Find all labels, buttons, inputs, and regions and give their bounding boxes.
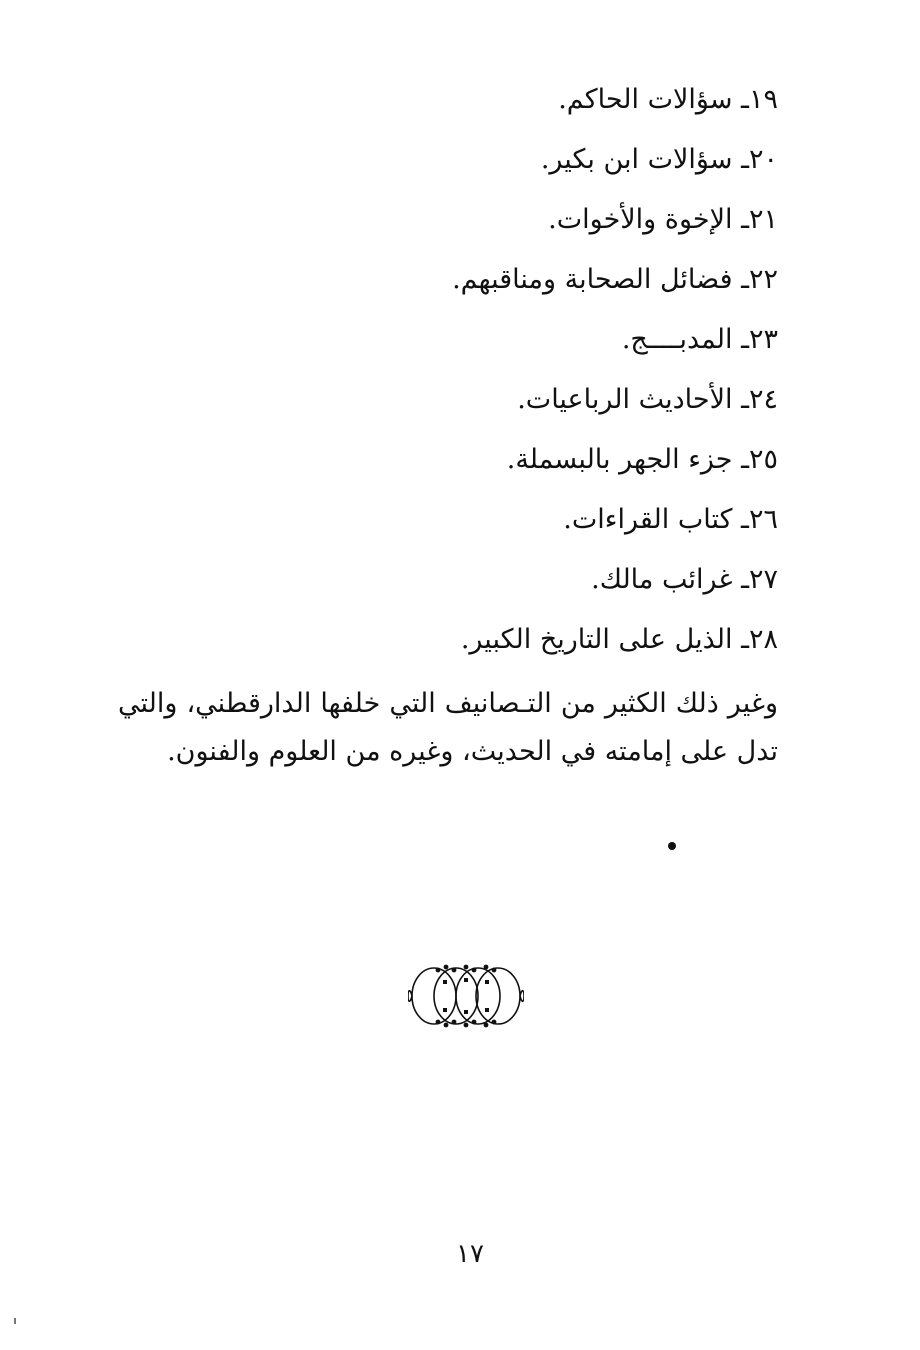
list-item: ٢٣ـ المدبــــج. xyxy=(621,324,778,355)
scan-speck xyxy=(14,1318,16,1324)
list-item: ٢٥ـ جزء الجهر بالبسملة. xyxy=(506,444,778,475)
list-item: ٢١ـ الإخوة والأخوات. xyxy=(548,204,778,235)
list-item: ٢٦ـ كتاب القراءات. xyxy=(563,504,778,535)
closing-paragraph: وغير ذلك الكثير من التـصانيف التي خلفها الدارقطني، والتي تدل على إمامته في الحديث، وغيره من العلوم والفنون. xyxy=(118,688,778,767)
decorative-knot-ornament-icon xyxy=(408,960,524,1032)
list-item: ٢٠ـ سؤالات ابن بكير. xyxy=(540,144,778,175)
list-item: ١٩ـ سؤالات الحاكم. xyxy=(558,84,778,115)
page-number: ١٧ xyxy=(456,1239,484,1269)
list-item: ٢٢ـ فضائل الصحابة ومناقبهم. xyxy=(452,264,778,295)
works-list xyxy=(138,74,778,674)
list-item: ٢٨ـ الذيل على التاريخ الكبير. xyxy=(460,624,778,655)
list-item: ٢٤ـ الأحاديث الرباعيات. xyxy=(517,384,778,415)
ink-dot xyxy=(668,842,676,850)
list-item: ٢٧ـ غرائب مالك. xyxy=(591,564,778,595)
